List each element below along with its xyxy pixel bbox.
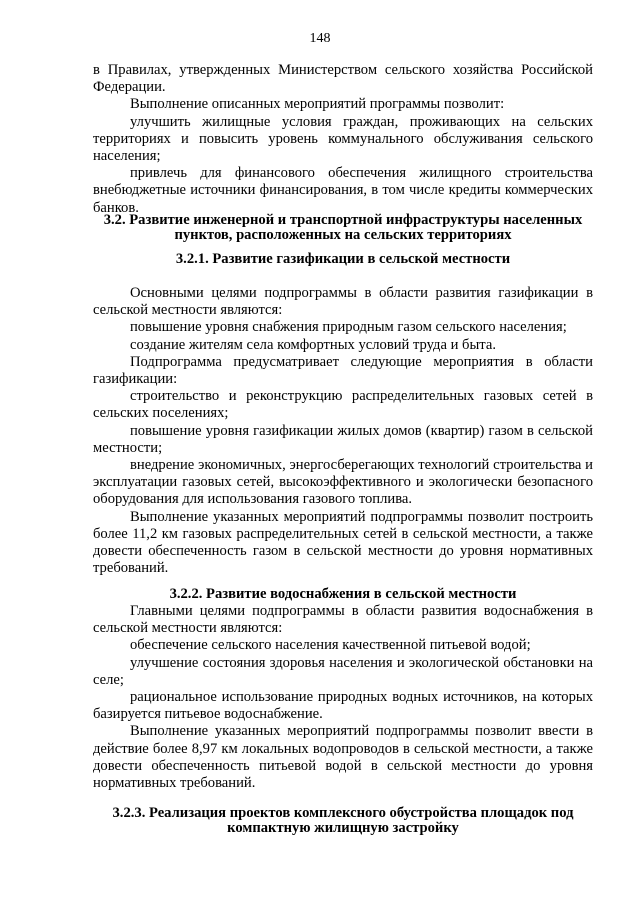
paragraph: в Правилах, утвержденных Министерством сельского хозяйства Российской Федерации. xyxy=(93,62,593,96)
water-supply-block xyxy=(93,603,593,792)
section-3-2-2-heading-block xyxy=(93,586,593,603)
paragraph: Подпрограмма предусматривает следующие мероприятия в области газификации: xyxy=(93,353,593,388)
paragraph: Выполнение указанных мероприятий подпрограммы позволит построить более 11,2 км газовых распределительных сетей в сельской местности, а также довести обеспеченность газом в сельской местности до уровня нормативных требований. xyxy=(93,508,593,577)
paragraph: улучшить жилищные условия граждан, проживающих на сельских территориях и повысить уровень коммунального обслуживания сельского населения; xyxy=(93,113,593,165)
paragraph: повышение уровня газификации жилых домов (квартир) газом в сельской местности; xyxy=(93,422,593,456)
section-3-2-3-heading-block xyxy=(93,806,593,836)
section-3-2-heading-block xyxy=(93,213,593,243)
paragraph: создание жителям села комфортных условий труда и быта. xyxy=(130,336,496,353)
section-heading-3-2-2: 3.2.2. Развитие водоснабжения в сельской местности xyxy=(169,586,517,602)
paragraph: строительство и реконструкцию распределительных газовых сетей в сельских поселениях; xyxy=(93,388,593,422)
paragraph: рациональное использование природных водных источников, на которых базируется питьевое водоснабжение. xyxy=(93,689,593,723)
paragraph: повышение уровня снабжения природным газом сельского населения; xyxy=(130,319,567,336)
page-number: 148 xyxy=(309,31,331,46)
paragraph: Выполнение описанных мероприятий программы позволит: xyxy=(130,96,505,113)
gasification-block xyxy=(93,285,593,577)
paragraph: внедрение экономичных, энергосберегающих технологий строительства и эксплуатации газовых сетей, высокоэффективного и экологически безопасного оборудования для использования газового топлива. xyxy=(93,457,593,508)
paragraph: Основными целями подпрограммы в области развития газификации в сельской местности являются: xyxy=(93,285,593,319)
paragraph: обеспечение сельского населения качественной питьевой водой; xyxy=(130,637,531,654)
section-heading-3-2: 3.2. Развитие инженерной и транспортной инфраструктуры населенных пунктов, расположенных на сельских территориях xyxy=(103,212,583,243)
paragraph: Главными целями подпрограммы в области развития водоснабжения в сельской местности являются: xyxy=(93,603,593,637)
section-heading-3-2-1: 3.2.1. Развитие газификации в сельской местности xyxy=(175,251,511,267)
intro-block xyxy=(93,62,593,217)
paragraph: улучшение состояния здоровья населения и экологической обстановки на селе; xyxy=(93,654,593,688)
paragraph: Выполнение указанных мероприятий подпрограммы позволит ввести в действие более 8,97 км локальных водопроводов в сельской местности, а также довести обеспеченность питьевой водой в сельской местности до уровня нормативных требований. xyxy=(93,723,593,792)
section-heading-3-2-3: 3.2.3. Реализация проектов комплексного обустройства площадок под компактную жилищную застройку xyxy=(112,805,574,836)
section-3-2-1-heading-block xyxy=(93,251,593,268)
paragraph: привлечь для финансового обеспечения жилищного строительства внебюджетные источники финансирования, в том числе кредиты коммерческих банков. xyxy=(93,165,593,216)
